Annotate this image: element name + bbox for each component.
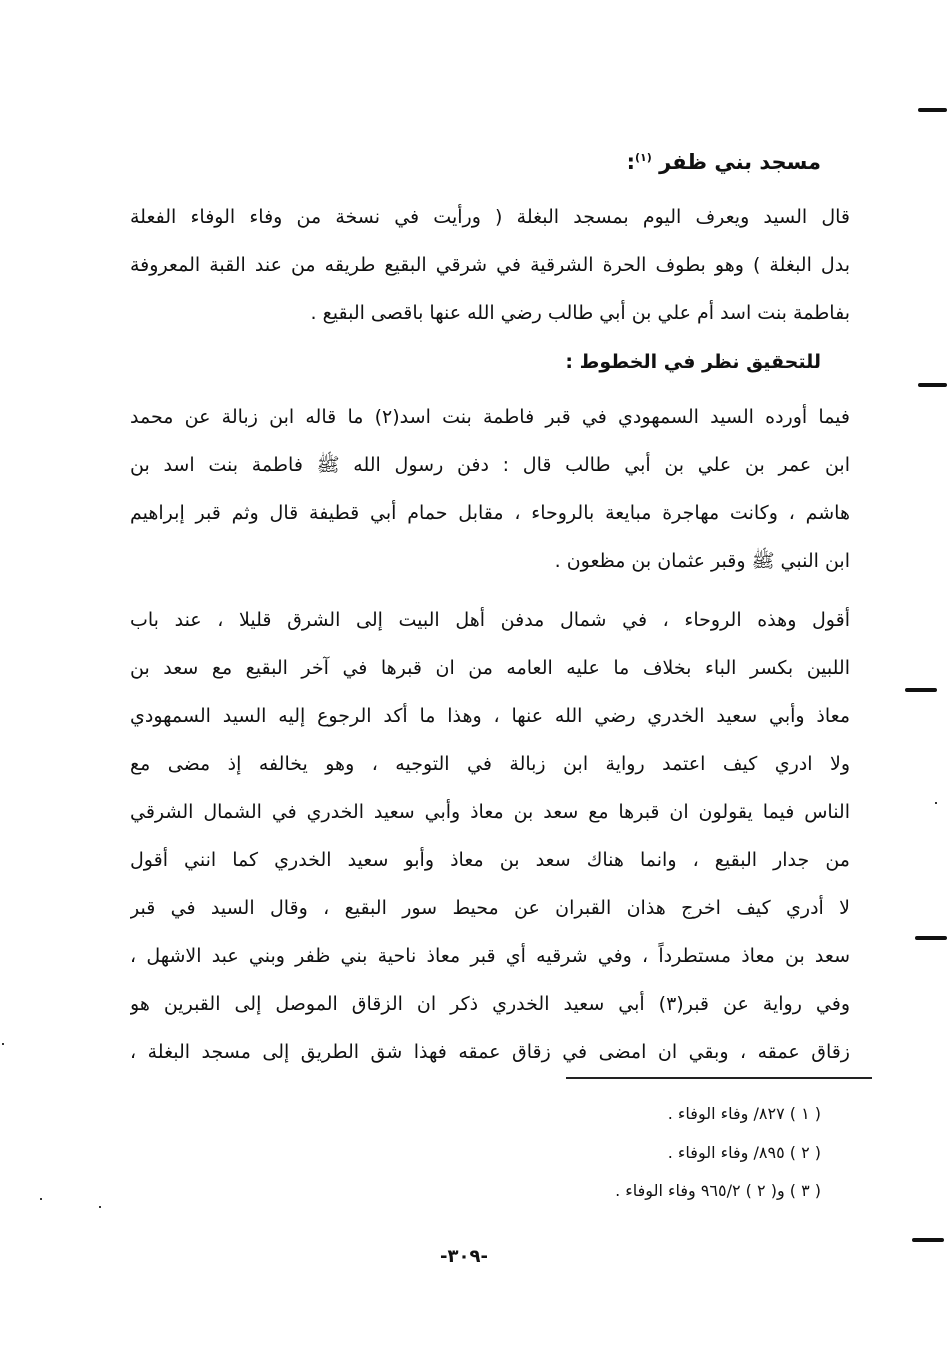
- paragraph3-line-9: وفي رواية عن قبر(٣) أبي سعيد الخدري ذكر ان الزقاق الموصل إلى القبرين هو: [130, 993, 850, 1015]
- paragraph3-line-4: ولا ادري كيف اعتمد رواية ابن زبالة في التوجيه ، وهو يخالفه إذ مضى مع: [130, 753, 850, 775]
- scan-speck: [935, 802, 937, 804]
- paragraph1-line-2: بدل البغلة ) وهو بطوف الحرة الشرقية في شرقي البقيع طريقه من عند القبة المعروفة: [130, 254, 850, 276]
- paragraph3-line-3: معاذ وأبي سعيد الخدري رضي الله عنها ، وهذا ما أكد الرجوع إليه السيد السمهودي: [130, 705, 850, 727]
- paragraph3-line-10: زقاق عمقه ، وبقي ان امضى في زقاق عمقه فهذا شق الطريق إلى مسجد البغلة ،: [130, 1041, 850, 1063]
- footnote-ref-1: (١): [634, 151, 652, 164]
- paragraph2-line-3: هاشم ، وكانت مهاجرة مبايعة بالروحاء ، مقابل حمام أبي قطيفة قال وثم قبر إبراهيم: [130, 502, 850, 524]
- scan-speck: [2, 1043, 4, 1045]
- heading-colon: :: [626, 150, 635, 174]
- paragraph1-line-1: قال السيد ويعرف اليوم بمسجد البغلة ( ورأيت في نسخة من وفاء الوفاء الفعلة: [130, 206, 850, 228]
- footnote-1: ( ١ ) ٨٢٧/ وفاء الوفاء .: [667, 1104, 821, 1123]
- section-heading-text: مسجد بني ظفر: [659, 150, 821, 174]
- footnote-divider: [566, 1077, 872, 1079]
- paragraph2-line-1: فيما أورده السيد السمهودي في قبر فاطمة بنت اسد(٢) ما قاله ابن زبالة عن محمد: [130, 406, 850, 428]
- paragraph1-line-3: بفاطمة بنت اسد أم علي بن أبي طالب رضي الله عنها باقصى البقيع .: [310, 302, 850, 324]
- section-heading: [627, 150, 821, 174]
- binding-mark: [912, 1238, 944, 1242]
- binding-mark: [905, 688, 937, 692]
- page-number: -٣٠٩-: [440, 1246, 488, 1267]
- subheading: للتحقيق نظر في الخطوط :: [565, 351, 821, 373]
- footnote-3: ( ٣ ) و( ٢ ) ٩٦٥/٢ وفاء الوفاء .: [615, 1181, 821, 1200]
- paragraph3-line-2: اللبين بكسر الباء بخلاف ما عليه العامه من ان قبرها في آخر البقيع مع سعد بن: [130, 657, 850, 679]
- paragraph3-line-7: لا أدري كيف اخرج هذان القبران عن محيط سور البقيع ، وقال السيد في قبر: [130, 897, 850, 919]
- footnote-2: ( ٢ ) ٨٩٥/ وفاء الوفاء .: [667, 1143, 821, 1162]
- paragraph3-line-1: أقول وهذه الروحاء ، في شمال مدفن أهل البيت إلى الشرق قليلا ، عند باب: [130, 609, 850, 631]
- paragraph3-line-6: من جدار البقيع ، وانما هناك سعد بن معاذ وأبو سعيد الخدري كما انني أقول: [130, 849, 850, 871]
- scan-speck: [99, 1206, 101, 1208]
- binding-mark: [918, 108, 947, 112]
- paragraph2-line-2: ابن عمر بن علي بن أبي طالب قال : دفن رسول الله ﷺ فاطمة بنت اسد بن: [130, 454, 850, 476]
- binding-mark: [915, 936, 947, 940]
- paragraph3-line-5: الناس فيما يقولون ان قبرها مع سعد بن معاذ وأبي سعيد الخدري في الشمال الشرقي: [130, 801, 850, 823]
- paragraph2-line-4: ابن النبي ﷺ وقبر عثمان بن مظعون .: [554, 550, 850, 572]
- scan-speck: [40, 1198, 42, 1200]
- paragraph3-line-8: سعد بن معاذ مستطرداً ، وفي شرقيه أي قبر معاذ ناحية بني ظفر وبني عبد الاشهل ،: [130, 945, 850, 967]
- binding-mark: [918, 383, 947, 387]
